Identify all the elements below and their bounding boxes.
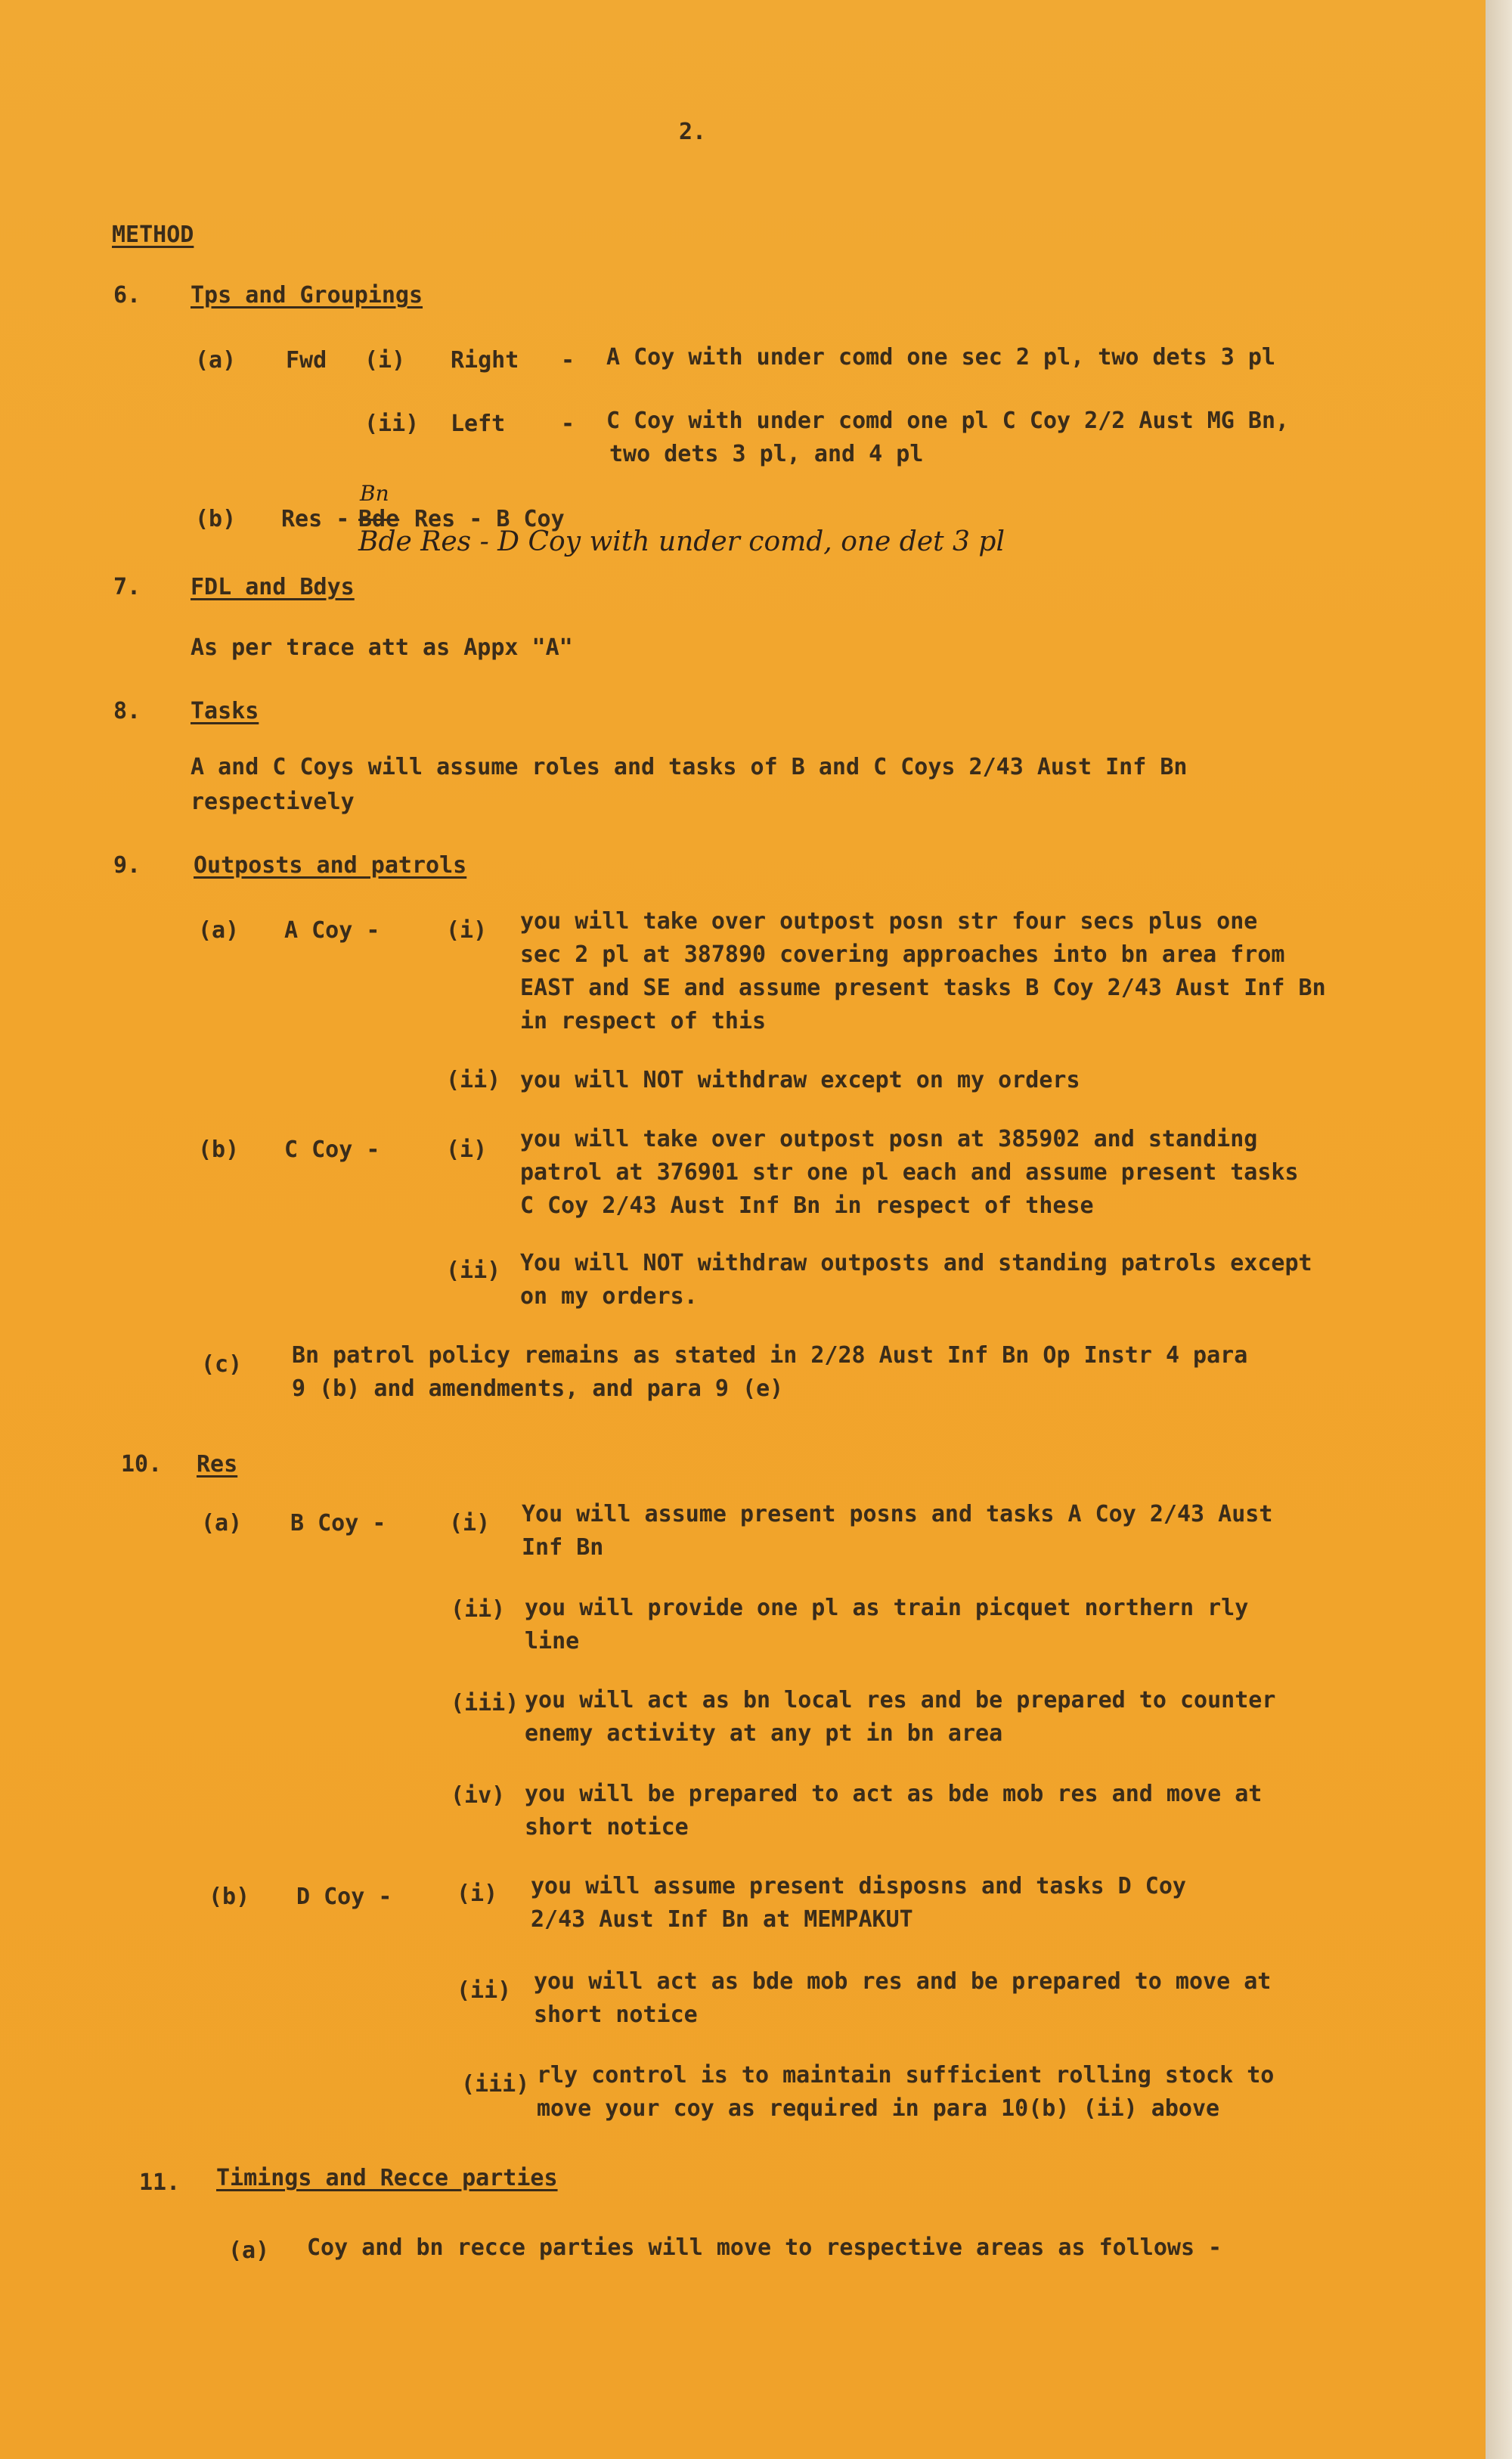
para-10b-i-line-1: you will assume present disposns and tasks D Coy	[531, 1873, 1186, 1899]
para-9c-line-2: 9 (b) and amendments, and para 9 (e)	[292, 1375, 784, 1402]
page-number: 2.	[679, 119, 707, 145]
para-8-text-1: A and C Coys will assume roles and tasks of B and C Coys 2/43 Aust Inf Bn	[191, 754, 1188, 780]
para-6-number: 6.	[113, 282, 141, 309]
para-10b-i-number: (i)	[457, 1881, 498, 1907]
para-9a-label: (a)	[198, 917, 240, 944]
para-6a-fwd: Fwd	[286, 347, 327, 374]
para-10-number: 10.	[121, 1451, 163, 1478]
para-6-title: Tps and Groupings	[191, 282, 423, 309]
para-7-number: 7.	[113, 574, 141, 600]
para-6a-label: (a)	[195, 347, 237, 374]
para-9a-i-line-2: sec 2 pl at 387890 covering approaches into bn area from	[520, 941, 1285, 968]
para-6a-ii-dash: -	[561, 411, 575, 437]
para-10a-iv-number: (iv)	[451, 1782, 506, 1809]
para-7-title: FDL and Bdys	[191, 574, 355, 600]
para-10b-iii-number: (iii)	[461, 2071, 530, 2098]
para-11a-label: (a)	[228, 2237, 270, 2264]
para-6b-label: (b)	[195, 506, 237, 532]
para-10a-i-number: (i)	[449, 1510, 491, 1536]
para-10b-i-line-2: 2/43 Aust Inf Bn at MEMPAKUT	[531, 1906, 913, 1933]
para-11-number: 11.	[139, 2169, 181, 2196]
para-10a-ii-line-2: line	[525, 1628, 580, 1654]
para-10-title: Res	[197, 1451, 238, 1478]
para-6b-handwritten-insert: Bn	[360, 481, 389, 506]
para-10b-iii-line-2: move your coy as required in para 10(b) (ii) above	[537, 2095, 1220, 2122]
para-6a-i-dash: -	[561, 347, 575, 374]
para-9a-i-line-1: you will take over outpost posn str four secs plus one	[520, 908, 1258, 935]
para-7-text: As per trace att as Appx "A"	[191, 634, 573, 661]
para-9b-ii-line-2: on my orders.	[520, 1283, 698, 1310]
para-9c-line-1: Bn patrol policy remains as stated in 2/28 Aust Inf Bn Op Instr 4 para	[292, 1342, 1248, 1369]
para-9a-i-number: (i)	[446, 917, 488, 944]
para-6b-struck-word: Bde	[358, 506, 400, 532]
para-11a-text: Coy and bn recce parties will move to respective areas as follows -	[307, 2234, 1222, 2261]
para-9b-ii-number: (ii)	[446, 1257, 501, 1284]
para-10b-ii-number: (ii)	[457, 1977, 512, 2004]
para-9a-ii-line-1: you will NOT withdraw except on my orders	[520, 1067, 1080, 1093]
para-6b-rest: Res - B Coy	[414, 506, 565, 532]
para-9b-i-number: (i)	[446, 1136, 488, 1163]
para-8-number: 8.	[113, 698, 141, 724]
para-8-title: Tasks	[191, 698, 259, 724]
para-10a-iii-number: (iii)	[451, 1690, 519, 1716]
para-6a-ii-text-1: C Coy with under comd one pl C Coy 2/2 Aust MG Bn,	[606, 408, 1290, 434]
para-10a-i-line-1: You will assume present posns and tasks A Coy 2/43 Aust	[522, 1501, 1273, 1527]
para-9b-label: (b)	[198, 1136, 240, 1163]
para-6a-ii-text-2: two dets 3 pl, and 4 pl	[609, 441, 924, 467]
section-heading: METHOD	[112, 222, 194, 248]
para-9b-i-line-2: patrol at 376901 str one pl each and assume present tasks	[520, 1159, 1299, 1186]
para-9c-label: (c)	[201, 1351, 243, 1378]
para-6a-i-text: A Coy with under comd one sec 2 pl, two dets 3 pl	[606, 344, 1276, 371]
page-edge	[1486, 0, 1512, 2459]
para-10a-iii-line-1: you will act as bn local res and be prepared to counter	[525, 1687, 1276, 1713]
para-6a-ii-number: (ii)	[364, 411, 420, 437]
para-9a-ii-number: (ii)	[446, 1067, 501, 1093]
para-10b-label: (b)	[209, 1884, 250, 1910]
para-9-number: 9.	[113, 852, 141, 879]
para-6a-i-number: (i)	[364, 347, 406, 374]
para-9a-coy: A Coy -	[284, 917, 380, 944]
para-9b-coy: C Coy -	[284, 1136, 380, 1163]
para-10b-ii-line-1: you will act as bde mob res and be prepared to move at	[534, 1968, 1272, 1995]
para-9b-i-line-3: C Coy 2/43 Aust Inf Bn in respect of these	[520, 1192, 1094, 1219]
para-9a-i-line-3: EAST and SE and assume present tasks B Coy 2/43 Aust Inf Bn	[520, 975, 1326, 1001]
para-6b-res: Res -	[281, 506, 350, 532]
para-11-title: Timings and Recce parties	[216, 2165, 558, 2191]
para-6a-ii-side: Left	[451, 411, 506, 437]
para-10a-iv-line-1: you will be prepared to act as bde mob res and move at	[525, 1781, 1263, 1807]
para-10b-coy: D Coy -	[296, 1884, 392, 1910]
para-10a-coy: B Coy -	[290, 1510, 386, 1536]
para-10a-i-line-2: Inf Bn	[522, 1534, 604, 1561]
para-10a-label: (a)	[201, 1510, 243, 1536]
para-10a-ii-line-1: you will provide one pl as train picquet northern rly	[525, 1595, 1249, 1621]
para-10b-ii-line-2: short notice	[534, 2002, 698, 2028]
para-10a-ii-number: (ii)	[451, 1596, 506, 1623]
para-6a-i-side: Right	[451, 347, 519, 374]
para-8-text-2: respectively	[191, 789, 355, 815]
para-10a-iv-line-2: short notice	[525, 1814, 689, 1840]
para-9-title: Outposts and patrols	[194, 852, 467, 879]
para-10a-iii-line-2: enemy activity at any pt in bn area	[525, 1720, 1003, 1747]
para-6b-handwritten-note: Bde Res - D Coy with under comd, one det 3 pl	[358, 526, 1005, 557]
para-10b-iii-line-1: rly control is to maintain sufficient rolling stock to	[537, 2062, 1275, 2088]
para-9b-ii-line-1: You will NOT withdraw outposts and standing patrols except	[520, 1250, 1312, 1276]
para-9a-i-line-4: in respect of this	[520, 1008, 767, 1034]
para-9b-i-line-1: you will take over outpost posn at 385902 and standing	[520, 1126, 1258, 1152]
